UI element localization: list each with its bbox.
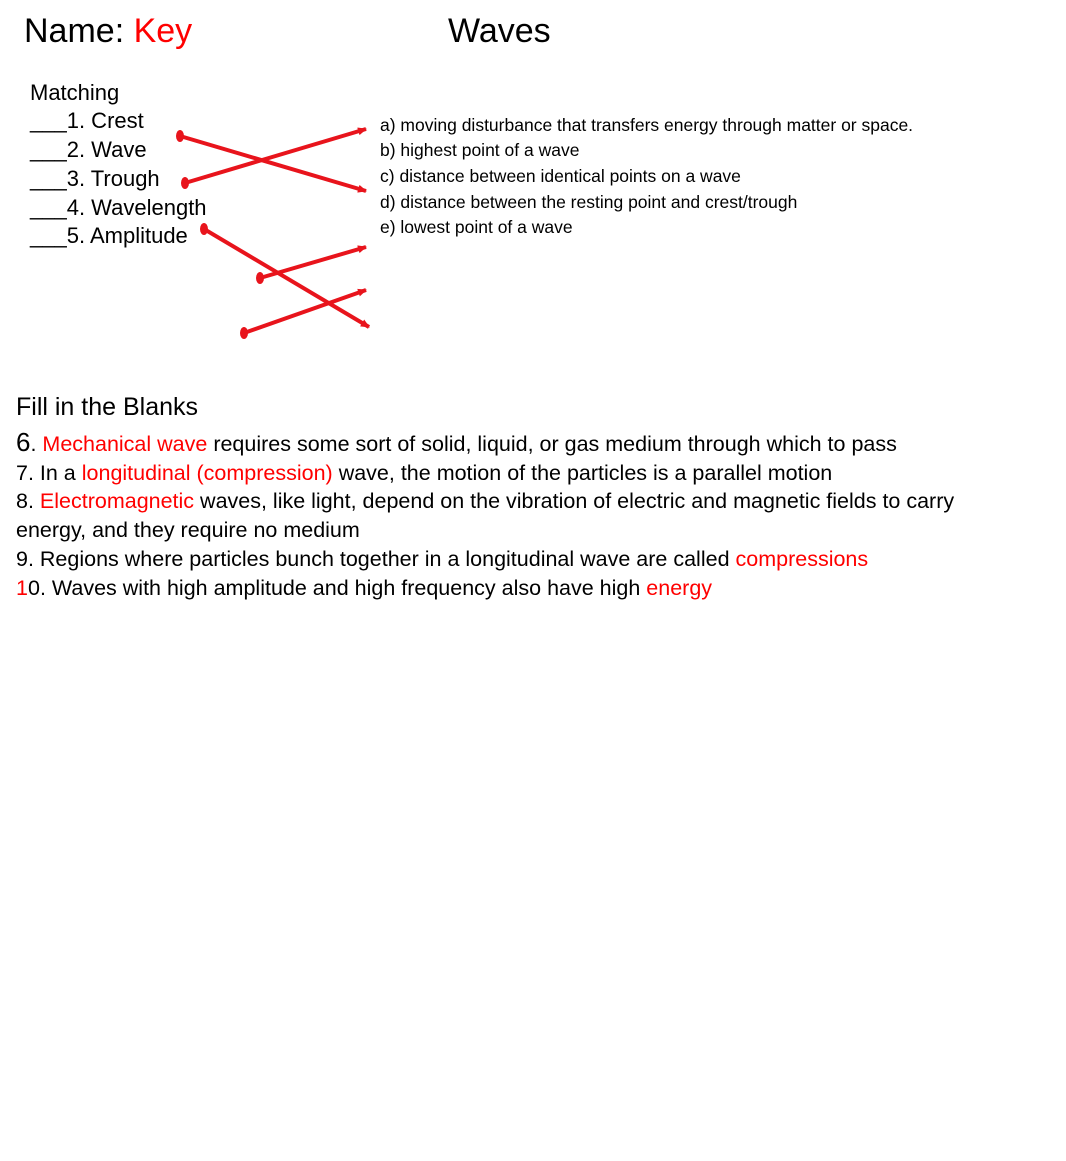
answer-blank: ___ <box>30 223 67 248</box>
question-number-digit: 1 <box>16 576 28 600</box>
matching-heading: Matching <box>30 80 120 105</box>
line-wavelength-to-c <box>256 247 366 284</box>
question-10 <box>16 574 712 603</box>
question-text: 7. In a <box>16 461 82 485</box>
name-value: Key <box>133 12 193 50</box>
answer-blank: ___ <box>30 166 67 191</box>
match-term: 3. Trough <box>66 166 160 191</box>
match-term: 1. Crest <box>66 108 144 133</box>
question-text: . Waves with high amplitude and high frequency also have high <box>39 576 647 600</box>
line-trough-to-e <box>200 223 369 327</box>
answer-text: longitudinal (compression) <box>81 461 333 485</box>
definition-d: d) distance between the resting point and crest/trough <box>380 192 798 212</box>
answer-blank: ___ <box>30 108 67 133</box>
match-term: 5. Amplitude <box>66 223 188 248</box>
answer-text: energy <box>646 576 713 600</box>
page-title: Waves <box>448 12 551 50</box>
definition-a: a) moving disturbance that transfers energy through matter or space. <box>380 115 914 135</box>
question-text: 8. <box>16 489 40 513</box>
question-text: waves, like light, depend on the vibration of electric and magnetic fields to carry energy, and they require no medium <box>16 489 955 542</box>
question-text: 9. Regions where particles bunch together in a longitudinal wave are called <box>16 547 736 571</box>
name-label: Name: <box>24 12 125 50</box>
answer-blank: ___ <box>30 137 67 162</box>
line-wave-to-a <box>181 129 366 189</box>
match-term: 4. Wavelength <box>66 195 207 220</box>
definition-c: c) distance between identical points on a wave <box>380 166 741 186</box>
fill-in-heading: Fill in the Blanks <box>16 393 199 421</box>
question-text: . <box>30 432 43 456</box>
definition-e: e) lowest point of a wave <box>380 217 573 237</box>
answer-text: Electromagnetic <box>39 489 195 513</box>
question-7 <box>16 459 832 488</box>
question-number: 6 <box>16 427 31 457</box>
question-6 <box>16 428 897 459</box>
answer-text: Mechanical wave <box>42 432 208 456</box>
question-number-digit: 0 <box>27 576 40 600</box>
answer-text: compressions <box>735 547 869 571</box>
match-term: 2. Wave <box>66 137 147 162</box>
question-8 <box>16 487 1016 545</box>
answer-blank: ___ <box>30 195 67 220</box>
question-text: wave, the motion of the particles is a parallel motion <box>332 461 833 485</box>
question-9 <box>16 545 868 574</box>
question-text: requires some sort of solid, liquid, or gas medium through which to pass <box>207 432 897 456</box>
definition-b: b) highest point of a wave <box>380 140 580 160</box>
